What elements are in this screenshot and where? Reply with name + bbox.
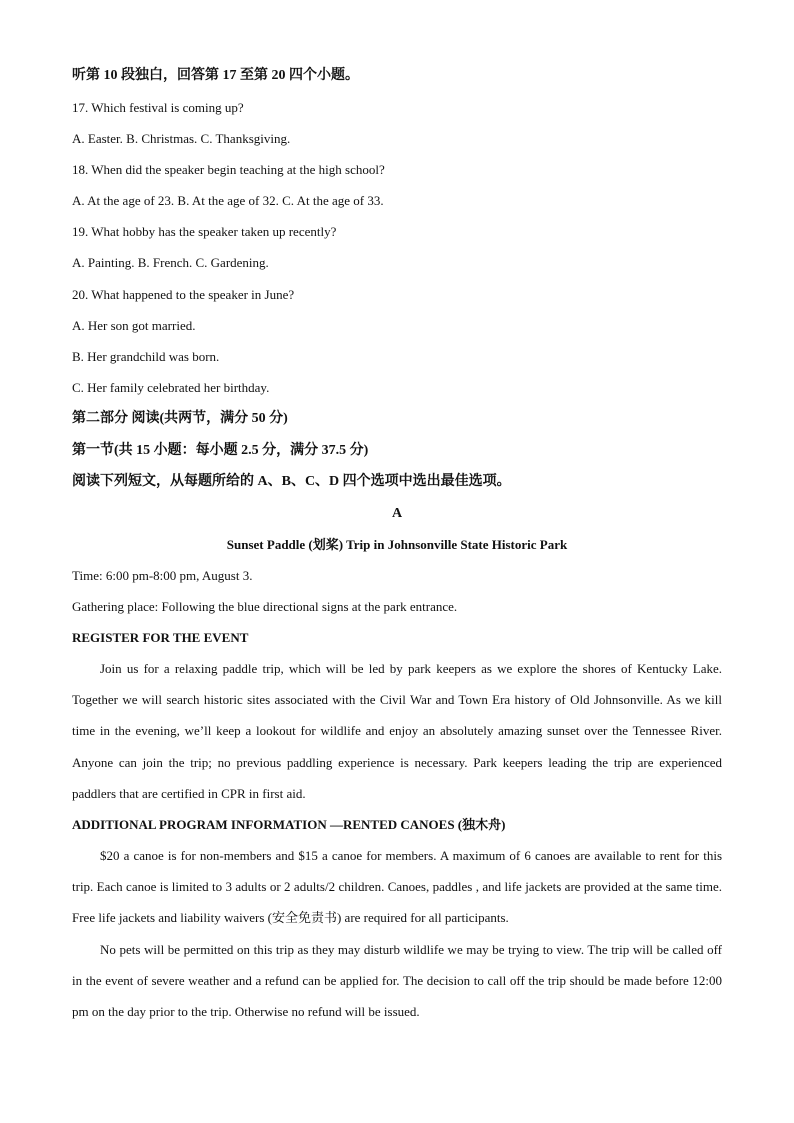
event-time: Time: 6:00 pm-8:00 pm, August 3.	[72, 568, 253, 583]
listening-instruction: 听第 10 段独白，回答第 17 至第 20 四个小题。	[72, 68, 359, 83]
question-20-option-a: A. Her son got married.	[72, 318, 196, 333]
register-paragraph: Join us for a relaxing paddle trip, which will be led by park keepers as we explore the shores of Kentucky Lake. Together we will search historic sites associated with the Civil War and Town Era history of Old Johnsonville. As we kill time in the evening, we’ll keep a lookout for wildlife and enjoy an absolutely amazing sunset over the Tennessee River. Anyone can join the trip; no previous paddling experience is necessary. Park keepers leading the trip are experienced paddlers that are certified in CPR in first aid.	[72, 661, 722, 801]
question-17: 17. Which festival is coming up?	[72, 100, 244, 115]
register-heading: REGISTER FOR THE EVENT	[72, 630, 249, 645]
reading-instruction: 阅读下列短文，从每题所给的 A、B、C、D 四个选项中选出最佳选项。	[72, 474, 511, 489]
question-19: 19. What hobby has the speaker taken up recently?	[72, 224, 337, 239]
question-18-options: A. At the age of 23. B. At the age of 32. C. At the age of 33.	[72, 193, 384, 208]
passage-title: Sunset Paddle (划桨) Trip in Johnsonville State Historic Park	[226, 537, 568, 552]
question-20-option-b: B. Her grandchild was born.	[72, 349, 220, 364]
question-19-options: A. Painting. B. French. C. Gardening.	[72, 255, 269, 270]
question-20: 20. What happened to the speaker in June?	[72, 287, 295, 302]
reading-section-title: 第一节(共 15 小题：每小题 2.5 分，满分 37.5 分)	[72, 443, 369, 458]
gathering-place: Gathering place: Following the blue directional signs at the park entrance.	[72, 599, 458, 614]
question-17-options: A. Easter. B. Christmas. C. Thanksgiving.	[72, 131, 291, 146]
reading-part-title: 第二部分 阅读(共两节，满分 50 分)	[72, 411, 288, 426]
question-18: 18. When did the speaker begin teaching at the high school?	[72, 162, 385, 177]
canoe-rental-paragraph: $20 a canoe is for non-members and $15 a canoe for members. A maximum of 6 canoes are available to rent for this trip. Each canoe is limited to 3 adults or 2 adults/2 children. Canoes, paddles , and life jackets are provided at the same time. Free life jackets and liability waivers (安全免责书) are required for all participants.	[72, 848, 722, 926]
additional-info-heading: ADDITIONAL PROGRAM INFORMATION —RENTED CANOES (独木舟)	[72, 817, 506, 832]
pets-weather-paragraph: No pets will be permitted on this trip as they may disturb wildlife we may be trying to view. The trip will be called off in the event of severe weather and a refund can be applied for. The decision to call off the trip should be made before 12:00 pm on the day prior to the trip. Otherwise no refund will be issued.	[72, 942, 722, 1020]
passage-letter: A	[391, 506, 403, 521]
question-20-option-c: C. Her family celebrated her birthday.	[72, 380, 270, 395]
